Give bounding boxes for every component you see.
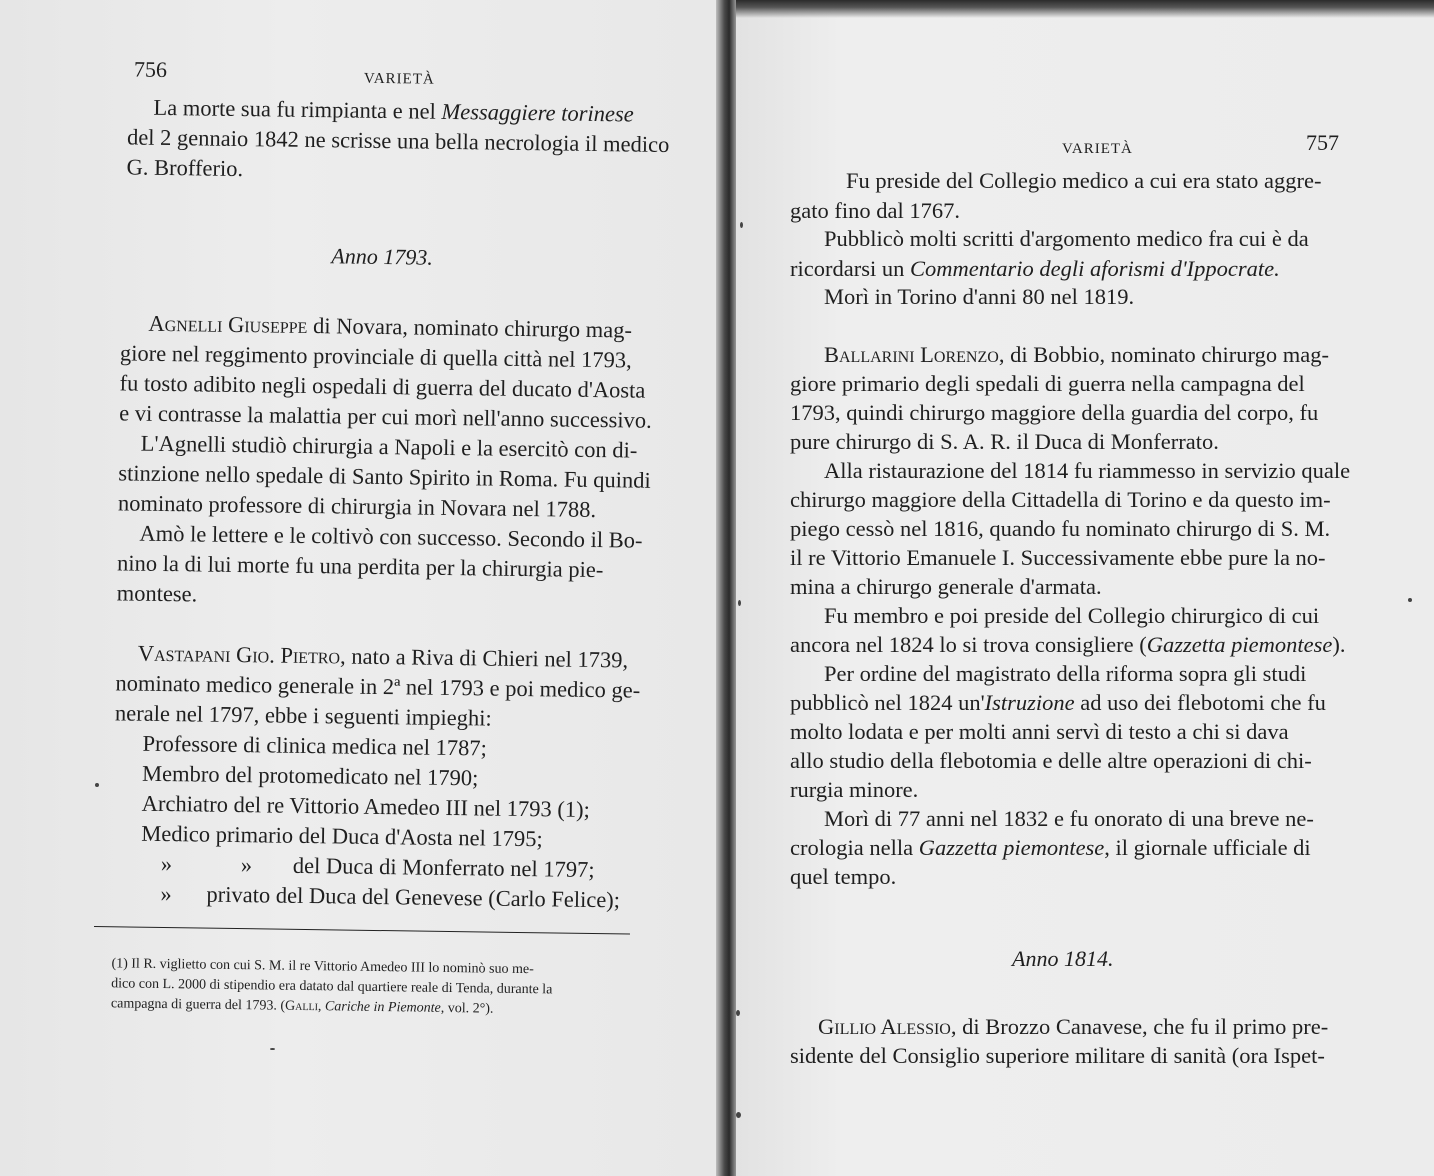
text-line: Alla ristaurazione del 1814 fu riammesso in servizio quale (824, 458, 1351, 483)
text-line: ricordarsi un Commentario degli aforismi d'Ippocrate. (790, 256, 1280, 281)
footnote-line: campagna di guerra del 1793. (Galli, Cariche in Piemonte, vol. 2°). (110, 996, 494, 1017)
text-line: nerale nel 1797, ebbe i seguenti impieghi: (114, 700, 492, 731)
text-line: piego cessò nel 1816, quando fu nominato chirurgo di S. M. (790, 516, 1331, 541)
text-line: Fu preside del Collegio medico a cui era stato aggre- (846, 168, 1322, 193)
running-head: VARIETÀ (1062, 141, 1133, 157)
text-line: montese. (116, 580, 198, 607)
text-line: giore primario degli spedali di guerra nella campagna del (790, 371, 1305, 396)
text-line: Pubblicò molti scritti d'argomento medico fra cui è da (824, 226, 1309, 251)
ditto-mark: » (160, 850, 173, 877)
print-speck (740, 222, 743, 228)
text-line: di Novara, nominato chirurgo mag- (307, 312, 633, 343)
text-line: ancora nel 1824 lo si trova consigliere (Gazzetta piemontese). (790, 632, 1346, 657)
entry-name: Gillio Alessio (818, 1014, 951, 1039)
print-speck (738, 600, 741, 606)
list-item: del Duca di Monferrato nel 1797; (292, 852, 595, 883)
text-line: mina a chirurgo generale d'armata. (790, 574, 1102, 599)
text-line: G. Brofferio. (126, 154, 244, 182)
text-line: giore nel reggimento provinciale di quella città nel 1793, (119, 340, 632, 373)
page-number: 757 (1306, 130, 1339, 155)
text-line: Morì in Torino d'anni 80 nel 1819. (824, 284, 1135, 309)
text-line: L'Agnelli studiò chirurgia a Napoli e la esercitò con di- (140, 430, 638, 463)
text-line: , di Bobbio, nominato chirurgo mag- (998, 342, 1329, 367)
text-line: sidente del Consiglio superiore militare di sanità (ora Ispet- (790, 1043, 1325, 1068)
footnote-line: (1) Il R. viglietto con cui S. M. il re Vittorio Amedeo III lo nominò suo me- (111, 956, 534, 978)
ditto-mark: » (160, 880, 172, 907)
text-line: del 2 gennaio 1842 ne scrisse una bella necrologia il medico (126, 124, 670, 158)
list-item: Medico primario del Duca d'Aosta nel 1795; (141, 820, 543, 852)
list-item: Membro del protomedicato nel 1790; (141, 760, 479, 791)
footnote-line: dico con L. 2000 di stipendio era datato dal quartiere reale di Tenda, durante la (111, 976, 553, 998)
list-item: Archiatro del re Vittorio Amedeo III nel 1793 (1); (141, 790, 590, 822)
print-speck (736, 1010, 740, 1016)
text-line: pubblicò nel 1824 un'Istruzione ad uso dei flebotomi che fu (790, 690, 1326, 715)
ditto-mark: » (240, 852, 253, 878)
entry-first-line (824, 340, 1329, 370)
text-line: nino la di lui morte fu una perdita per la chirurgia pie- (116, 550, 604, 583)
text-line: 1793, quindi chirurgo maggiore della guardia del corpo, fu (790, 400, 1319, 425)
print-speck (270, 1048, 275, 1050)
text-line: il re Vittorio Emanuele I. Successivamente ebbe pure la no- (790, 545, 1326, 570)
text-line: nominato professore di chirurgia in Novara nel 1788. (117, 490, 597, 523)
text-line: Morì di 77 anni nel 1832 e fu onorato di una breve ne- (824, 806, 1314, 831)
right-page-text (736, 0, 1434, 1176)
text-line: fu tosto adibito negli ospedali di guerra del ducato d'Aosta (119, 370, 646, 403)
text-line: stinzione nello spedale di Santo Spirito in Roma. Fu quindi (118, 460, 651, 493)
print-speck (95, 783, 99, 787)
running-head: VARIETÀ (363, 70, 435, 88)
text-line: , nato a Riva di Chieri nel 1739, (339, 643, 629, 673)
print-speck (1408, 598, 1412, 602)
entry-first-line (818, 1012, 1328, 1042)
text-line: Fu membro e poi preside del Collegio chirurgico di cui (824, 603, 1320, 628)
entry-name: Ballarini Lorenzo (824, 342, 999, 367)
page-number: 756 (133, 56, 168, 82)
section-heading: Anno 1793. (331, 243, 434, 270)
text-line: chirurgo maggiore della Cittadella di Torino e da questo im- (790, 487, 1331, 512)
page-edge-shadow (736, 0, 1434, 18)
section-heading: Anno 1814. (1012, 946, 1114, 971)
text-line: La morte sua fu rimpianta e nel Messaggiere torinese (153, 94, 634, 127)
text-line: rurgia minore. (790, 777, 919, 802)
text-line: Amò le lettere e le coltivò con successo. Secondo il Bo- (139, 520, 643, 553)
text-line: e vi contrasse la malattia per cui morì nell'anno successivo. (119, 400, 652, 433)
text-line: gato fino dal 1767. (790, 198, 960, 223)
text-line: , di Brozzo Canavese, che fu il primo pre- (950, 1014, 1329, 1039)
text-line: quel tempo. (790, 864, 897, 889)
print-speck (736, 1112, 741, 1118)
text-line: Per ordine del magistrato della riforma sopra gli studi (824, 661, 1307, 686)
text-line: pure chirurgo di S. A. R. il Duca di Monferrato. (790, 429, 1219, 454)
text-line: molto lodata e per molti anni servì di testo a chi si dava (790, 719, 1289, 744)
entry-name: Agnelli Giuseppe (148, 310, 308, 338)
text-line: nominato medico generale in 2ª nel 1793 e poi medico ge- (115, 670, 641, 703)
list-item: Professore di clinica medica nel 1787; (142, 730, 488, 761)
footnote-rule (94, 926, 630, 934)
entry-name: Vastapani Gio. Pietro (137, 640, 341, 669)
text-line: crologia nella Gazzetta piemontese, il giornale ufficiale di (790, 835, 1311, 860)
list-item: privato del Duca del Genevese (Carlo Felice); (206, 881, 621, 913)
right-page (736, 0, 1434, 1176)
text-line: allo studio della flebotomia e delle altre operazioni di chi- (790, 748, 1312, 773)
